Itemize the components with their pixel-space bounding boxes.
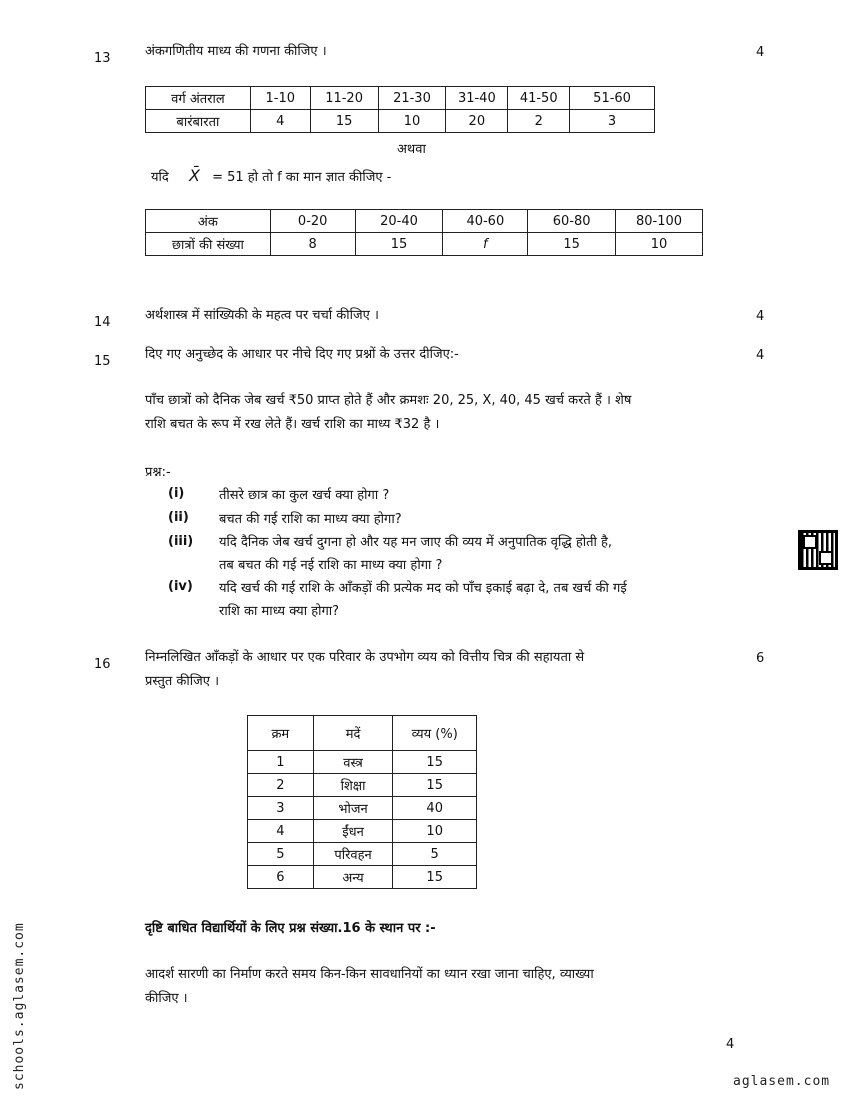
vi-line: कीजिए । <box>145 991 188 1006</box>
q13-text: अंकगणितीय माध्य की गणना कीजिए । <box>145 44 327 59</box>
table-cell: 10 <box>393 820 477 843</box>
table-row <box>146 87 655 110</box>
q16-marks: 6 <box>756 651 765 666</box>
table-row <box>248 751 477 774</box>
table-cell: छात्रों की संख्या <box>146 233 271 256</box>
q15-marks: 4 <box>756 348 765 363</box>
table-cell: 10 <box>616 233 703 256</box>
table-cell: वर्ग अंतराल <box>146 87 251 110</box>
alt-prefix: यदि <box>151 170 169 185</box>
alt-text: = 51 हो तो f का मान ज्ञात कीजिए - <box>212 170 392 185</box>
q13-marks: 4 <box>756 45 765 60</box>
passage-line: राशि बचत के रूप में रख लेते हैं। खर्च राशि का माध्य ₹32 है । <box>145 417 440 432</box>
table-cell: 3 <box>570 110 655 133</box>
table-cell: बारंबारता <box>146 110 251 133</box>
table-cell: 60-80 <box>528 210 616 233</box>
table-cell: 1-10 <box>250 87 310 110</box>
table-cell: 40-60 <box>443 210 528 233</box>
table-cell: 20 <box>446 110 508 133</box>
subq-line: यदि दैनिक जेब खर्च दुगना हो और यह मन जाए की व्यय में अनुपातिक वृद्धि होती है, <box>219 535 613 550</box>
table-cell: 5 <box>248 843 314 866</box>
bottom-watermark: aglasem.com <box>733 1074 831 1089</box>
table-cell: व्यय (%) <box>393 716 477 751</box>
table-cell: परिवहन <box>313 843 393 866</box>
mean-symbol: X̄ <box>188 166 200 185</box>
table-cell: 2 <box>508 110 570 133</box>
q16-expenditure-table <box>247 715 477 889</box>
q15-sub-i-label: (i) <box>168 486 185 501</box>
q13-frequency-table <box>145 86 655 133</box>
q15-sub-iv-label: (iv) <box>168 579 193 594</box>
q13-marks-table <box>145 209 703 256</box>
subq-line: तीसरे छात्र का कुल खर्च क्या होगा ? <box>219 488 390 503</box>
table-cell: अन्य <box>313 866 393 889</box>
table-cell: 1 <box>248 751 314 774</box>
table-cell: 15 <box>310 110 378 133</box>
table-row <box>146 233 703 256</box>
table-cell: वस्त्र <box>313 751 393 774</box>
table-row <box>248 843 477 866</box>
table-cell: 51-60 <box>570 87 655 110</box>
table-cell: 15 <box>393 774 477 797</box>
table-cell: 6 <box>248 866 314 889</box>
subq-line: तब बचत की गई नई राशि का माध्य क्या होगा ? <box>219 558 443 573</box>
vi-line: आदर्श सारणी का निर्माण करते समय किन-किन सावधानियों का ध्यान रखा जाना चाहिए, व्याख्या <box>145 967 594 982</box>
table-cell: 15 <box>355 233 443 256</box>
table-cell: 15 <box>528 233 616 256</box>
table-cell: 41-50 <box>508 87 570 110</box>
table-cell: मदें <box>313 716 393 751</box>
q15-sub-iv-text <box>219 577 734 623</box>
table-cell: 15 <box>393 866 477 889</box>
table-cell: 5 <box>393 843 477 866</box>
q15-number: 15 <box>94 354 111 369</box>
q16-text <box>145 646 735 694</box>
table-row <box>248 797 477 820</box>
q14-number: 14 <box>94 315 111 330</box>
q13-number: 13 <box>94 51 111 66</box>
table-cell: 40 <box>393 797 477 820</box>
q14-text: अर्थशास्त्र में सांख्यिकी के महत्व पर चर्चा कीजिए । <box>145 308 379 323</box>
table-cell: 15 <box>393 751 477 774</box>
vi-heading: दृष्टि बाधित विद्यार्थियों के लिए प्रश्न संख्या.16 के स्थान पर :- <box>145 921 436 936</box>
side-watermark: schools.aglasem.com <box>12 922 27 1090</box>
table-row <box>248 774 477 797</box>
table-cell: f <box>443 233 528 256</box>
qr-code-icon <box>798 530 838 570</box>
q16-number: 16 <box>94 657 111 672</box>
q16-line: निम्नलिखित आँकड़ों के आधार पर एक परिवार के उपभोग व्यय को वित्तीय चित्र की सहायता से <box>145 650 585 665</box>
q15-sub-ii-label: (ii) <box>168 510 189 525</box>
q15-passage <box>145 389 735 437</box>
subq-line: राशि का माध्य क्या होगा? <box>219 604 340 619</box>
table-cell: 21-30 <box>378 87 446 110</box>
table-row <box>248 866 477 889</box>
table-cell: 31-40 <box>446 87 508 110</box>
table-cell: 0-20 <box>270 210 355 233</box>
q15-sub-iii-label: (iii) <box>168 534 194 549</box>
q15-text: दिए गए अनुच्छेद के आधार पर नीचे दिए गए प्रश्नों के उत्तर दीजिए:- <box>145 347 459 362</box>
vi-question <box>145 963 735 1011</box>
or-label: अथवा <box>397 142 426 157</box>
q13-alt-question <box>151 166 391 185</box>
table-cell: 2 <box>248 774 314 797</box>
q15-sub-ii-text <box>219 508 734 531</box>
table-row <box>248 820 477 843</box>
subq-line: यदि खर्च की गई राशि के आँकड़ों की प्रत्येक मद को पाँच इकाई बढ़ा दे, तब खर्च की गई <box>219 581 627 596</box>
table-cell: 10 <box>378 110 446 133</box>
table-cell: 11-20 <box>310 87 378 110</box>
table-cell: 80-100 <box>616 210 703 233</box>
table-cell: 4 <box>250 110 310 133</box>
passage-line: पाँच छात्रों को दैनिक जेब खर्च ₹50 प्राप्त होते हैं और क्रमशः 20, 25, X, 40, 45 खर्च करते हैं । शेष <box>145 393 632 408</box>
table-row <box>146 110 655 133</box>
q15-sub-i-text <box>219 484 734 507</box>
q15-sub-iii-text <box>219 531 734 577</box>
table-cell: ईंधन <box>313 820 393 843</box>
table-cell: अंक <box>146 210 271 233</box>
table-cell: भोजन <box>313 797 393 820</box>
table-row <box>146 210 703 233</box>
page-number: 4 <box>726 1037 735 1052</box>
q16-line: प्रस्तुत कीजिए । <box>145 674 220 689</box>
q15-questions-label: प्रश्न:- <box>145 465 171 480</box>
subq-line: बचत की गई राशि का माध्य क्या होगा? <box>219 512 402 527</box>
table-row <box>248 716 477 751</box>
table-cell: शिक्षा <box>313 774 393 797</box>
table-cell: 20-40 <box>355 210 443 233</box>
table-cell: क्रम <box>248 716 314 751</box>
table-cell: 8 <box>270 233 355 256</box>
table-cell: 3 <box>248 797 314 820</box>
table-cell: 4 <box>248 820 314 843</box>
q14-marks: 4 <box>756 309 765 324</box>
